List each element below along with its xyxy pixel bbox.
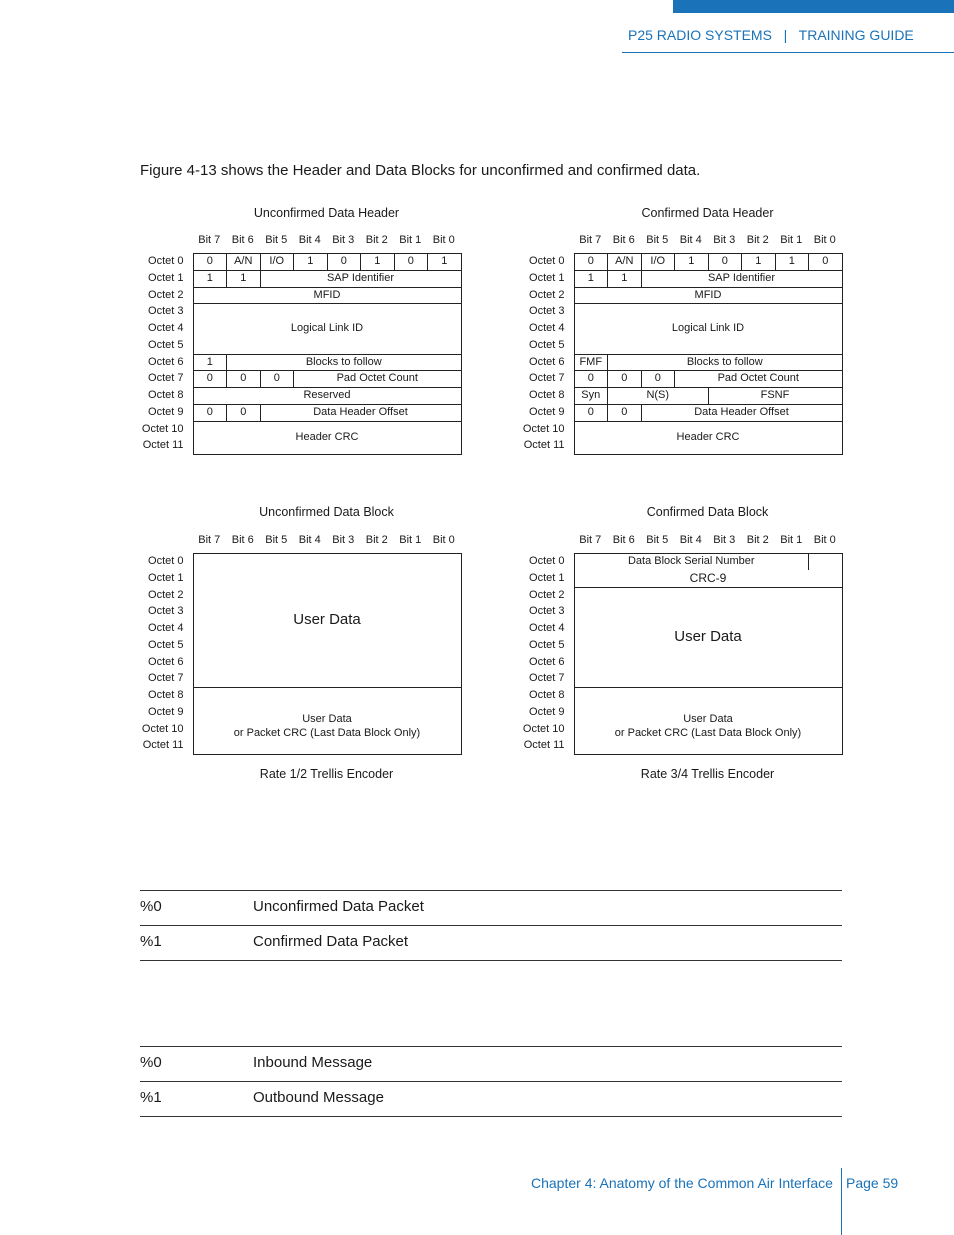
octet-label: Octet 8 (529, 689, 565, 701)
table-description: Confirmed Data Packet (253, 933, 409, 950)
bit-label: Bit 0 (813, 234, 836, 246)
bit-cell: 1 (741, 253, 776, 271)
bit-cell: 1 (226, 270, 261, 288)
footer-chapter: Chapter 4: Anatomy of the Common Air Interface (531, 1175, 833, 1191)
sap-identifier-field: SAP Identifier (260, 270, 462, 288)
block-frame (574, 553, 843, 588)
crc9-field: CRC-9 (574, 570, 843, 588)
bit-label: Bit 3 (332, 534, 355, 546)
octet-label: Octet 5 (148, 638, 184, 651)
top-accent-bar (673, 0, 954, 13)
bit-label: Bit 7 (579, 234, 602, 246)
octet-label: Octet 1 (529, 271, 565, 284)
octet-label: Octet 10 (141, 422, 184, 435)
diagram-title: Confirmed Data Block (646, 505, 769, 519)
header-crc-field: Header CRC (574, 421, 843, 456)
bit-cell: 0 (226, 370, 261, 388)
diagram-title: Confirmed Data Header (641, 206, 774, 220)
footer-rule (841, 1168, 842, 1235)
header-crc-field: Header CRC (193, 421, 462, 456)
user-data-field: User Data (574, 587, 843, 689)
bit-label: Bit 6 (231, 534, 254, 546)
octet-label: Octet 11 (142, 739, 184, 752)
table-description: Unconfirmed Data Packet (253, 898, 424, 915)
fmf-field: FMF (574, 354, 609, 372)
octet-label: Octet 9 (148, 405, 184, 418)
octet-label: Octet 1 (529, 571, 565, 584)
bit-label: Bit 5 (265, 534, 288, 546)
octet-label: Octet 0 (529, 255, 565, 267)
octet-label: Octet 0 (148, 555, 184, 567)
bit-cell: 0 (193, 253, 228, 271)
bit-cell: 1 (193, 270, 228, 288)
reserved-field: Reserved (193, 387, 462, 405)
bit-cell: 0 (574, 370, 609, 388)
octet-label: Octet 8 (148, 689, 184, 701)
user-data-field: User Data (193, 553, 462, 688)
bit-label: Bit 5 (646, 234, 669, 246)
bit-label: Bit 6 (231, 234, 254, 246)
bit-cell: A/N (226, 253, 261, 271)
octet-label: Octet 11 (142, 439, 184, 452)
bit-label: Bit 6 (612, 234, 635, 246)
octet-label: Octet 5 (529, 638, 565, 651)
octet-label: Octet 11 (523, 439, 565, 452)
octet-label: Octet 4 (529, 622, 565, 634)
mfid-field: MFID (574, 287, 843, 305)
bit-label: Bit 0 (432, 234, 455, 246)
bit-cell: 0 (193, 370, 228, 388)
data-block-serial-number-field: Data Block Serial Number (574, 553, 810, 571)
table-row (140, 1046, 842, 1082)
bit-label: Bit 0 (813, 534, 836, 546)
message-direction-table (140, 1046, 842, 1117)
octet-label: Octet 5 (148, 338, 184, 351)
octet-label: Octet 10 (522, 722, 565, 735)
bit-cell: 0 (327, 253, 362, 271)
bit-cell: 0 (193, 404, 228, 422)
user-data-or-packet-crc-field (574, 687, 843, 755)
user-data-or-packet-crc-field (193, 687, 462, 755)
bit-label: Bit 3 (332, 234, 355, 246)
bit-label: Bit 1 (399, 534, 422, 546)
trellis-encoder-label: Rate 1/2 Trellis Encoder (259, 767, 394, 781)
bit-label: Bit 4 (679, 534, 702, 546)
bit-label: Bit 2 (365, 534, 388, 546)
packet-crc-line: or Packet CRC (Last Data Block Only) (233, 727, 421, 739)
octet-label: Octet 2 (148, 588, 184, 601)
header-rule (622, 52, 954, 53)
table-row (140, 926, 842, 961)
trellis-encoder-label: Rate 3/4 Trellis Encoder (640, 767, 775, 781)
octet-label: Octet 6 (529, 655, 565, 668)
bit-label: Bit 0 (432, 534, 455, 546)
octet-label: Octet 9 (529, 705, 565, 718)
octet-label: Octet 9 (529, 405, 565, 418)
bit-cell: 1 (574, 270, 609, 288)
bit-cell: 0 (260, 370, 295, 388)
bit-cell: 1 (607, 270, 642, 288)
octet-label: Octet 2 (529, 588, 565, 601)
bit-label: Bit 7 (579, 534, 602, 546)
bit-label: Bit 4 (298, 234, 321, 246)
octet-label: Octet 8 (529, 389, 565, 401)
packet-crc-line: or Packet CRC (Last Data Block Only) (614, 727, 802, 739)
octet-label: Octet 6 (148, 355, 184, 368)
bit-cell: I/O (260, 253, 295, 271)
bit-cell: 1 (674, 253, 709, 271)
bit-cell: 0 (226, 404, 261, 422)
blocks-to-follow-field: Blocks to follow (226, 354, 462, 372)
footer-page-number: Page 59 (846, 1175, 899, 1191)
octet-label: Octet 10 (141, 722, 184, 735)
bit-cell: 0 (607, 404, 642, 422)
table-row (140, 890, 842, 926)
octet-label: Octet 6 (529, 355, 565, 368)
octet-label: Octet 7 (148, 372, 184, 385)
octet-label: Octet 1 (148, 571, 184, 584)
bit-cell: 0 (708, 253, 743, 271)
octet-label: Octet 8 (148, 389, 184, 401)
fsnf-field: FSNF (708, 387, 843, 405)
mfid-field: MFID (193, 287, 462, 305)
bit-label: Bit 2 (746, 234, 769, 246)
bit-cell: 1 (775, 253, 810, 271)
octet-label: Octet 7 (529, 672, 565, 685)
logical-link-id-field: Logical Link ID (193, 303, 462, 354)
bit-cell: A/N (607, 253, 642, 271)
bit-label: Bit 4 (298, 534, 321, 546)
octet-label: Octet 11 (523, 739, 565, 752)
pad-octet-count-field: Pad Octet Count (674, 370, 843, 388)
bit-label: Bit 7 (198, 234, 221, 246)
table-description: Inbound Message (253, 1054, 373, 1071)
octet-label: Octet 4 (148, 622, 184, 634)
blocks-to-follow-field: Blocks to follow (607, 354, 843, 372)
diagram-title: Unconfirmed Data Block (259, 505, 394, 519)
packet-type-table (140, 890, 842, 961)
bit-cell: 1 (193, 354, 228, 372)
bit-cell: 0 (808, 253, 843, 271)
bit-label: Bit 3 (713, 534, 736, 546)
octet-label: Octet 4 (529, 322, 565, 334)
octet-label: Octet 3 (529, 605, 565, 618)
bit-label: Bit 5 (646, 534, 669, 546)
user-data-line: User Data (683, 713, 733, 726)
octet-label: Octet 0 (148, 255, 184, 267)
bit-label: Bit 2 (746, 534, 769, 546)
octet-label: Octet 10 (522, 422, 565, 435)
sap-identifier-field: SAP Identifier (641, 270, 843, 288)
diagram-title: Unconfirmed Data Header (253, 206, 400, 220)
bit-label: Bit 3 (713, 234, 736, 246)
octet-label: Octet 7 (148, 672, 184, 685)
octet-label: Octet 0 (529, 555, 565, 567)
bit-label: Bit 2 (365, 234, 388, 246)
bit-cell: 1 (293, 253, 328, 271)
intro-paragraph: Figure 4-13 shows the Header and Data Blocks for unconfirmed and confirmed data. (140, 162, 701, 179)
bit-cell: 0 (574, 404, 609, 422)
octet-label: Octet 3 (148, 605, 184, 618)
octet-label: Octet 5 (529, 338, 565, 351)
octet-label: Octet 6 (148, 655, 184, 668)
bit-label: Bit 1 (780, 234, 803, 246)
syn-field: Syn (574, 387, 609, 405)
bit-label: Bit 4 (679, 234, 702, 246)
octet-label: Octet 3 (148, 305, 184, 318)
octet-label: Octet 3 (529, 305, 565, 318)
octet-label: Octet 2 (148, 288, 184, 301)
table-row (140, 1082, 842, 1117)
octet-label: Octet 1 (148, 271, 184, 284)
bit-label: Bit 5 (265, 234, 288, 246)
table-code: %1 (140, 933, 162, 950)
logical-link-id-field: Logical Link ID (574, 303, 843, 354)
table-description: Outbound Message (253, 1089, 384, 1106)
bit-cell: I/O (641, 253, 676, 271)
bit-cell: 0 (641, 370, 676, 388)
data-header-offset-field: Data Header Offset (260, 404, 462, 422)
data-header-offset-field: Data Header Offset (641, 404, 843, 422)
bit-label: Bit 6 (612, 534, 635, 546)
table-code: %0 (140, 1054, 162, 1071)
bit-cell: 1 (427, 253, 462, 271)
bit-cell: 0 (574, 253, 609, 271)
octet-label: Octet 7 (529, 372, 565, 385)
table-code: %1 (140, 1089, 162, 1106)
bit-cell: 1 (360, 253, 395, 271)
pad-octet-count-field: Pad Octet Count (293, 370, 462, 388)
bit-label: Bit 1 (399, 234, 422, 246)
bit-label: Bit 7 (198, 534, 221, 546)
table-code: %0 (140, 898, 162, 915)
bit-label: Bit 1 (780, 534, 803, 546)
octet-label: Octet 2 (529, 288, 565, 301)
ns-field: N(S) (607, 387, 709, 405)
octet-label: Octet 4 (148, 322, 184, 334)
bit-cell: 0 (394, 253, 429, 271)
bit-cell: 0 (607, 370, 642, 388)
octet-label: Octet 9 (148, 705, 184, 718)
user-data-line: User Data (302, 713, 352, 726)
running-header: P25 RADIO SYSTEMS | TRAINING GUIDE (628, 27, 914, 43)
